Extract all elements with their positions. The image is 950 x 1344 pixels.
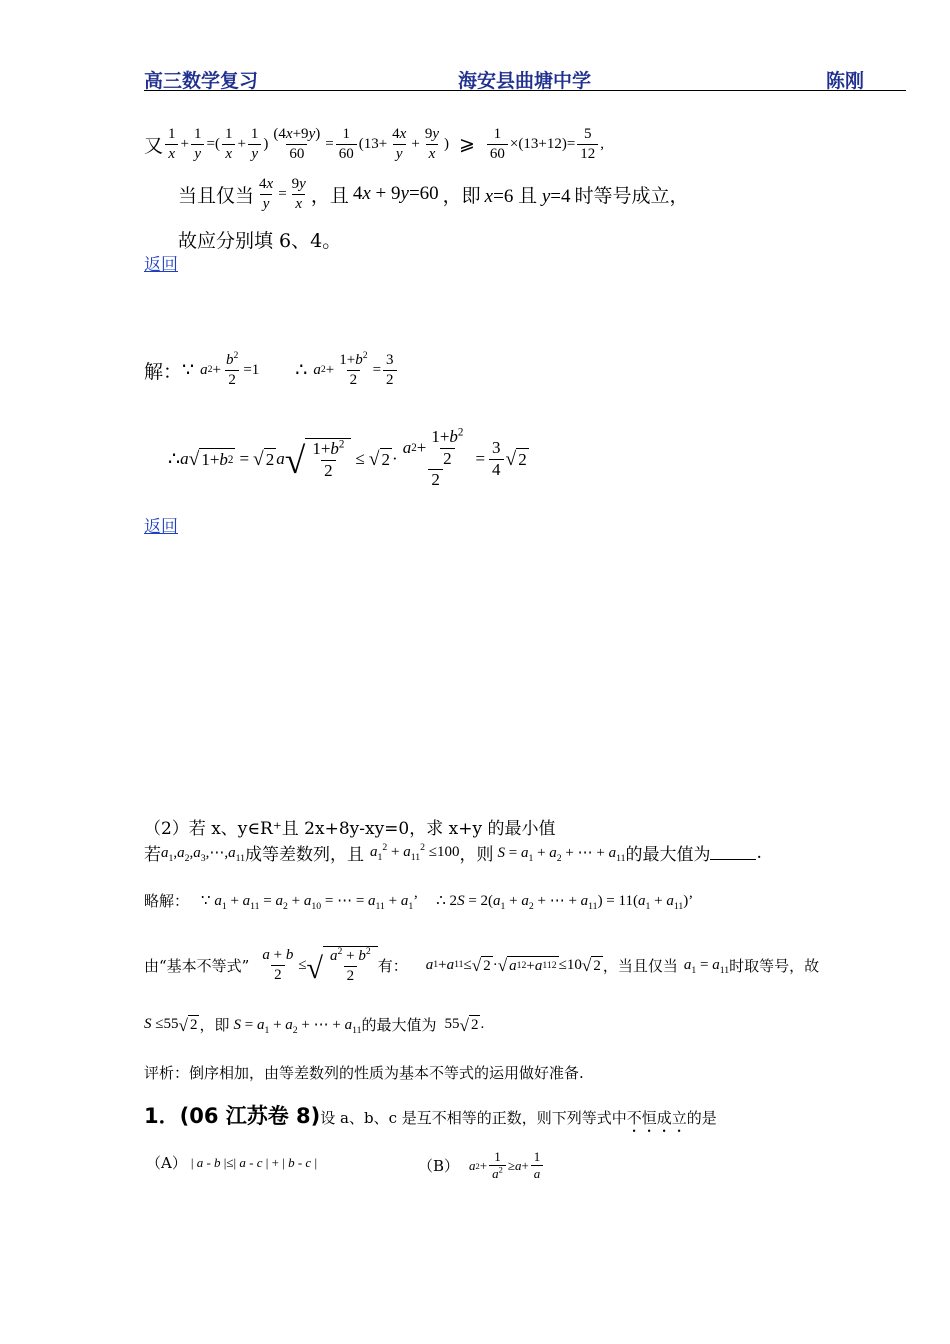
equation-line-1: 又 $\frac{1}{x}$ + $\frac{1}{y}$ =( $\frac{1}{x}$ + $\frac{1}{y}$ ) $\frac{(4x+9y)}{60}$ = $\frac{1}{60}$ (13+ $\frac{4x}{y}$ + $\frac{9y}{x}$ ) ⩾ $\frac{1}{60}$ ×(13+12)= $\frac{5}{12}$ , xyxy=(144,126,605,162)
label-you: 又 xyxy=(144,134,164,157)
because-symbol: ∵ xyxy=(182,359,195,381)
text-ruo: 若 xyxy=(144,845,161,865)
text-when: 当且仅当 xyxy=(178,184,255,207)
therefore-symbol: ∴ xyxy=(295,359,308,381)
solution-line-2: ∴ a √ 1+ b 2 = √ 2 a √ $\frac{1+b^2}{2}$ ≤ √ 2 · a 2 + $\frac{1+b^2}{2}$ 2 = $\frac{3}{4}$ √ 2 xyxy=(168,426,527,490)
text-ie: ，即 xyxy=(442,184,481,207)
question-2: （2）若 x、y∈R⁺且 2x+8y-xy=0，求 x+y 的最小值 xyxy=(144,819,556,839)
text-ji: ，即 xyxy=(199,1016,230,1034)
header-rule xyxy=(144,90,906,91)
header-center: 海安县曲塘中学 xyxy=(458,70,592,92)
answer-blank xyxy=(710,845,756,860)
text-equality: 时等号成立， xyxy=(574,184,689,207)
label-lue: 略解： xyxy=(144,892,190,910)
option-b: （B） a 2 + $\frac{1}{a^2}$ ≥ a + $\frac{1}{a}$ xyxy=(418,1150,545,1182)
text-period: . xyxy=(756,842,762,863)
text-max: 的最大值为 xyxy=(625,845,711,865)
header-left: 高三数学复习 xyxy=(144,70,259,92)
text-max-is: 的最大值为 xyxy=(361,1016,437,1034)
equation-line-2: 当且仅当 $\frac{4x}{y}$ = $\frac{9y}{x}$ ，且 4x + 9y=60 ，即 x=6 且 y=4 时等号成立， xyxy=(178,176,689,212)
label-jie: 解： xyxy=(144,360,183,383)
inequality-line: 由“基本不等式” $\frac{a + b}{2}$ ≤ √ $\frac{a^2 + b^2}{2}$ 有： a 1 + a 11 ≤ √ 2 · √ a 1 2 + a 11 2 ≤10 √ 2 ，当且仅当 $a_1 = a_{11}$ 时取等号，故 xyxy=(144,946,820,985)
solution-line-1: 解： ∵ a 2 + $\frac{b^2}{2}$ =1 ∴ a 2 + $\frac{1+b^2}{2}$ = $\frac{3}{2}$ xyxy=(144,352,399,388)
text-by-inequality: 由“基本不等式” xyxy=(144,956,250,975)
problem-1-label: 1．(06 江苏卷 8) xyxy=(144,1104,321,1128)
back-link-1[interactable]: 返回 xyxy=(144,255,178,275)
text-have: 有： xyxy=(377,956,408,975)
back-link-2[interactable]: 返回 xyxy=(144,517,178,537)
option-a: （A） | a - b |≤| a - c | + | b - c | xyxy=(146,1154,318,1172)
brief-solution: 略解： ∵ $a_1 + a_{11} = a_2 + a_{10}$ = ⋯ = $a_{11} + a_1$’ ∴ $2S = 2(a_1 + a_2$ + ⋯ + $a_{11}) = 11(a_1 + a_{11})$’ xyxy=(144,892,694,912)
answer-line: 故应分别填 6、4。 xyxy=(178,230,342,252)
text-then: ，则 xyxy=(459,845,494,865)
comment-line: 评析：倒序相加，由等差数列的性质为基本不等式的运用做好准备. xyxy=(144,1064,584,1082)
problem-1-text-a: 设 a、b、c 是互不相等的正数，则下列等式中 xyxy=(320,1109,627,1127)
sequence-problem: 若 $a_1,a_2,a_3,\cdots,a_{11}$ 成等差数列，且 $a_1^2 + a_{11}^2 \le 100$ ，则 $S = a_1 + a_2$ + ⋯ + $a_{11}$ 的最大值为 . xyxy=(144,842,762,865)
problem-1-text-b: 的是 xyxy=(686,1109,717,1127)
geq-symbol: ⩾ xyxy=(458,133,475,155)
conclusion-line: S ≤55 √ 2 ，即 $S = a_1 + a_2$ + ⋯ + $a_{11}$ 的最大值为 55 √ 2 . xyxy=(144,1015,485,1036)
option-a-label: （A） xyxy=(146,1154,187,1172)
problem-1-text-dotted: 不恒成立 xyxy=(626,1109,687,1127)
text-when-2: ，当且仅当 xyxy=(602,956,678,975)
option-b-label: （B） xyxy=(418,1157,460,1176)
text-and: ，且 xyxy=(310,184,349,207)
problem-1 xyxy=(144,1100,717,1136)
therefore-symbol-2: ∴ xyxy=(168,448,181,471)
text-equal: 时取等号，故 xyxy=(729,956,820,975)
header-right: 陈刚 xyxy=(826,70,865,92)
text-arith: 成等差数列，且 xyxy=(245,845,365,865)
